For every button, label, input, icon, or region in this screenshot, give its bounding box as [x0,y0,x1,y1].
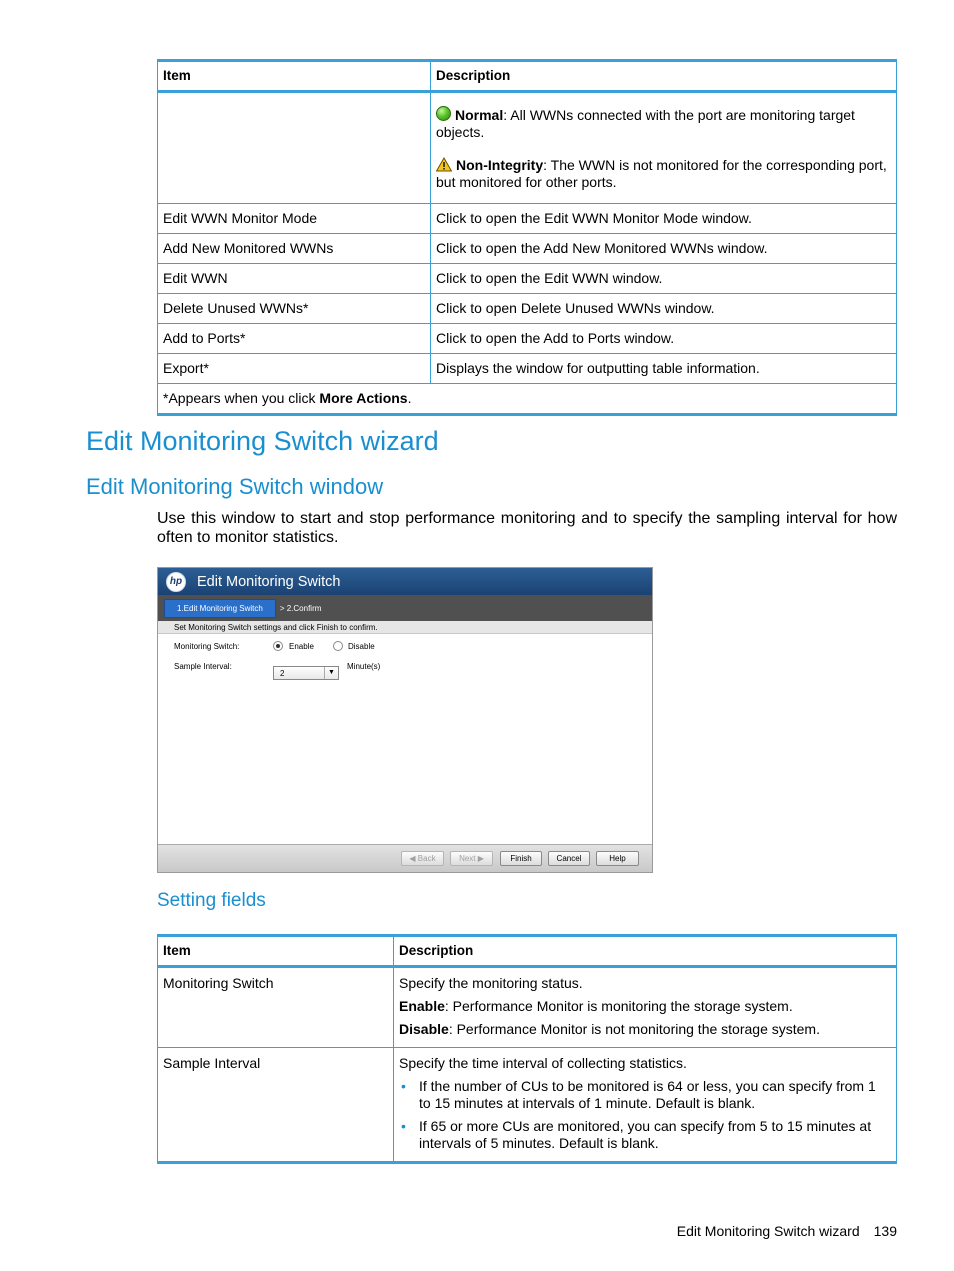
subsection-heading: Edit Monitoring Switch window [86,474,384,499]
note-bold: More Actions [319,390,408,406]
disable-description [399,1021,891,1038]
table-row [158,324,897,354]
setting-fields-table [157,934,897,1164]
disable-label: Disable [348,642,375,651]
bullet-list [399,1078,891,1152]
next-button[interactable]: Next ▶ [450,851,493,866]
finish-button[interactable]: Finish [500,851,542,866]
enable-description [399,998,891,1015]
nonintegrity-text: : The WWN is not monitored for the corresponding port, but monitored for other ports. [436,157,887,190]
enable-term: Enable [399,998,445,1014]
hp-logo-icon: hp [166,572,186,592]
table-row [158,264,897,294]
page-number: 139 [873,1223,897,1239]
step-edit[interactable]: 1.Edit Monitoring Switch [164,599,276,618]
step-confirm[interactable]: > 2.Confirm [279,603,322,613]
table-row [158,1048,897,1163]
normal-status-icon [436,106,451,121]
actions-table [157,59,897,416]
disable-text: : Performance Monitor is not monitoring the storage system. [448,1021,820,1037]
enable-radio[interactable] [273,641,283,651]
sample-interval-value: 2 [280,669,285,678]
table-row [158,234,897,264]
note-suffix: . [407,390,412,406]
status-description-cell [431,92,897,204]
back-button[interactable]: ◀ Back [401,851,444,866]
description-line: Specify the time interval of collecting statistics. [399,1055,687,1071]
window-title: Edit Monitoring Switch [197,573,341,590]
cancel-button[interactable]: Cancel [548,851,590,866]
row-item: Monitoring Switch [158,967,394,1048]
status-nonintegrity [436,157,891,191]
table-note [158,384,897,415]
row-item: Add to Ports* [158,324,431,354]
enable-label: Enable [289,642,314,651]
row-description: Click to open the Add New Monitored WWNs window. [431,234,897,264]
disable-radio[interactable] [333,641,343,651]
section-heading: Edit Monitoring Switch wizard [86,426,439,456]
row-description [394,967,897,1048]
normal-label: Normal [455,107,504,123]
window-instruction: Set Monitoring Switch settings and click Finish to confirm. [158,621,652,634]
row-description [394,1048,897,1163]
row-description: Click to open the Add to Ports window. [431,324,897,354]
sample-interval-label: Sample Interval: [174,662,232,671]
window-button-bar [158,844,652,872]
wizard-steps [158,595,652,621]
table-row [158,204,897,234]
table-row [158,294,897,324]
row-item: Edit WWN [158,264,431,294]
row-description: Displays the window for outputting table information. [431,354,897,384]
description-line: Specify the monitoring status. [399,975,583,991]
column-header-description: Description [431,61,897,92]
warning-icon [436,157,452,172]
table-cell-empty [158,92,431,204]
row-item: Delete Unused WWNs* [158,294,431,324]
chevron-down-icon: ▼ [324,667,338,679]
window-body [158,634,652,845]
nonintegrity-label: Non-Integrity [456,157,544,173]
note-prefix: *Appears when you click [163,390,320,406]
row-description: Click to open the Edit WWN window. [431,264,897,294]
disable-term: Disable [399,1021,449,1037]
sample-interval-select[interactable] [273,666,339,680]
window-title-bar [158,568,652,595]
table-note-row [158,384,897,415]
row-item: Sample Interval [158,1048,394,1163]
table-row [158,967,897,1048]
enable-text: : Performance Monitor is monitoring the storage system. [444,998,793,1014]
row-description: Click to open Delete Unused WWNs window. [431,294,897,324]
intro-paragraph: Use this window to start and stop performance monitoring and to specify the sampling interval for how often to monitor statistics. [157,510,897,546]
status-normal [436,106,891,141]
page-footer [677,1223,897,1239]
normal-text: : All WWNs connected with the port are monitoring target objects. [436,107,855,140]
column-header-description: Description [394,936,897,967]
list-item: • If 65 or more CUs are monitored, you can specify from 5 to 15 minutes at intervals of 5 minutes. Default is blank. [399,1118,891,1152]
interval-unit: Minute(s) [347,662,381,671]
column-header-item: Item [158,936,394,967]
setting-fields-heading: Setting fields [157,890,266,911]
footer-section-title: Edit Monitoring Switch wizard [676,1223,860,1239]
row-description: Click to open the Edit WWN Monitor Mode window. [431,204,897,234]
edit-monitoring-switch-screenshot [157,567,653,873]
list-item: • If the number of CUs to be monitored is 64 or less, you can specify from 1 to 15 minutes at intervals of 1 minute. Default is blank. [399,1078,891,1112]
table-row [158,354,897,384]
help-button[interactable]: Help [596,851,639,866]
column-header-item: Item [158,61,431,92]
row-item: Edit WWN Monitor Mode [158,204,431,234]
row-item: Add New Monitored WWNs [158,234,431,264]
row-item: Export* [158,354,431,384]
monitoring-switch-label: Monitoring Switch: [174,642,240,651]
